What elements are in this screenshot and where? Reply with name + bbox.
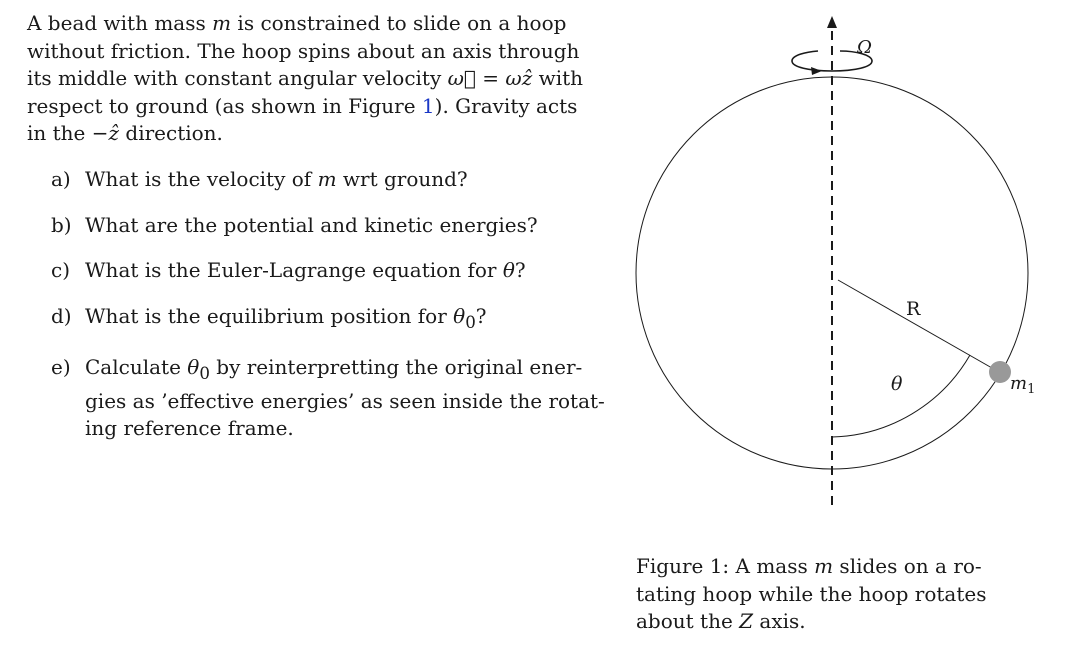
question-b: [51, 212, 611, 240]
text: What is the velocity of: [85, 167, 318, 191]
caption-line: [636, 608, 996, 636]
question-list: [51, 166, 611, 461]
statement-line: [27, 38, 587, 66]
math-theta: θ: [453, 303, 466, 328]
statement-line: [27, 120, 587, 148]
text: ?: [514, 258, 526, 282]
axis-arrow-icon: [827, 16, 837, 28]
math-theta: θ: [187, 355, 200, 379]
statement-line: [27, 93, 587, 121]
question-label: d): [51, 303, 72, 328]
text: ?: [475, 303, 487, 328]
radius-line: [838, 280, 999, 372]
text: in the: [27, 121, 92, 145]
mass-label: [1010, 373, 1035, 397]
text: gies as ’effective energies’ as seen inside the rotat-: [85, 388, 605, 413]
mass-subscript: 1: [1027, 382, 1036, 397]
text: ing reference frame.: [85, 416, 294, 440]
math-subscript: 0: [465, 312, 476, 332]
question-text: [85, 257, 611, 285]
question-text: [85, 415, 611, 443]
text: What are the potential and kinetic energies?: [85, 212, 538, 237]
text: wrt ground?: [336, 167, 468, 191]
text: slides on a ro-: [833, 554, 982, 578]
text: respect to ground (as shown in Figure: [27, 93, 422, 118]
text: ). Gravity acts: [434, 93, 578, 118]
theta-label: θ: [891, 373, 903, 395]
text: about the: [636, 609, 740, 633]
math-m: m: [317, 167, 337, 191]
question-a: [51, 166, 611, 194]
text: What is the Euler-Lagrange equation for: [85, 258, 503, 282]
text: without friction. The hoop spins about an axis through: [27, 38, 580, 63]
question-label: b): [51, 212, 72, 237]
figure-ref-link[interactable]: 1: [421, 93, 435, 118]
question-text: [85, 388, 611, 416]
question-text: [85, 212, 611, 240]
text: with: [532, 66, 584, 90]
text: tating hoop while the hoop rotates: [636, 581, 987, 606]
question-label: c): [51, 258, 71, 282]
math-subscript: 0: [199, 364, 210, 383]
question-d: [51, 303, 611, 337]
rotation-arrow-icon: [811, 67, 822, 75]
caption-line: [636, 553, 996, 581]
math-m: m: [814, 554, 834, 578]
text: A bead with mass: [27, 11, 213, 35]
text: direction.: [119, 121, 223, 145]
figure-caption: [636, 553, 996, 636]
question-label: a): [51, 167, 71, 191]
text: axis.: [753, 609, 806, 633]
text: its middle with constant angular velocity: [27, 66, 448, 90]
text: Figure 1: A mass: [636, 554, 815, 578]
math-z: Z: [739, 609, 754, 633]
math-omega-vector: ω⃗ = ωẑ: [447, 66, 533, 90]
question-text: [85, 303, 611, 337]
math-theta: θ: [502, 258, 515, 282]
radius-label: R: [906, 298, 921, 320]
omega-label: Ω: [857, 37, 872, 58]
theta-arc: [832, 355, 970, 437]
math-m: m: [212, 11, 232, 35]
text: What is the equilibrium position for: [85, 303, 454, 328]
hoop-figure: [600, 0, 1078, 540]
question-c: [51, 257, 611, 285]
caption-line: [636, 581, 996, 609]
math-minus-z: −ẑ: [91, 121, 120, 145]
statement-line: [27, 10, 587, 38]
question-text: [85, 166, 611, 194]
bead: [989, 361, 1011, 383]
question-label: e): [51, 355, 71, 379]
text: by reinterpretting the original ener-: [209, 355, 583, 379]
question-text: [85, 354, 611, 388]
text: is constrained to slide on a hoop: [231, 11, 567, 35]
text: Calculate: [85, 355, 188, 379]
question-e: [51, 354, 611, 443]
statement-line: [27, 65, 587, 93]
mass-letter: m: [1010, 373, 1028, 394]
problem-statement: [27, 10, 587, 148]
